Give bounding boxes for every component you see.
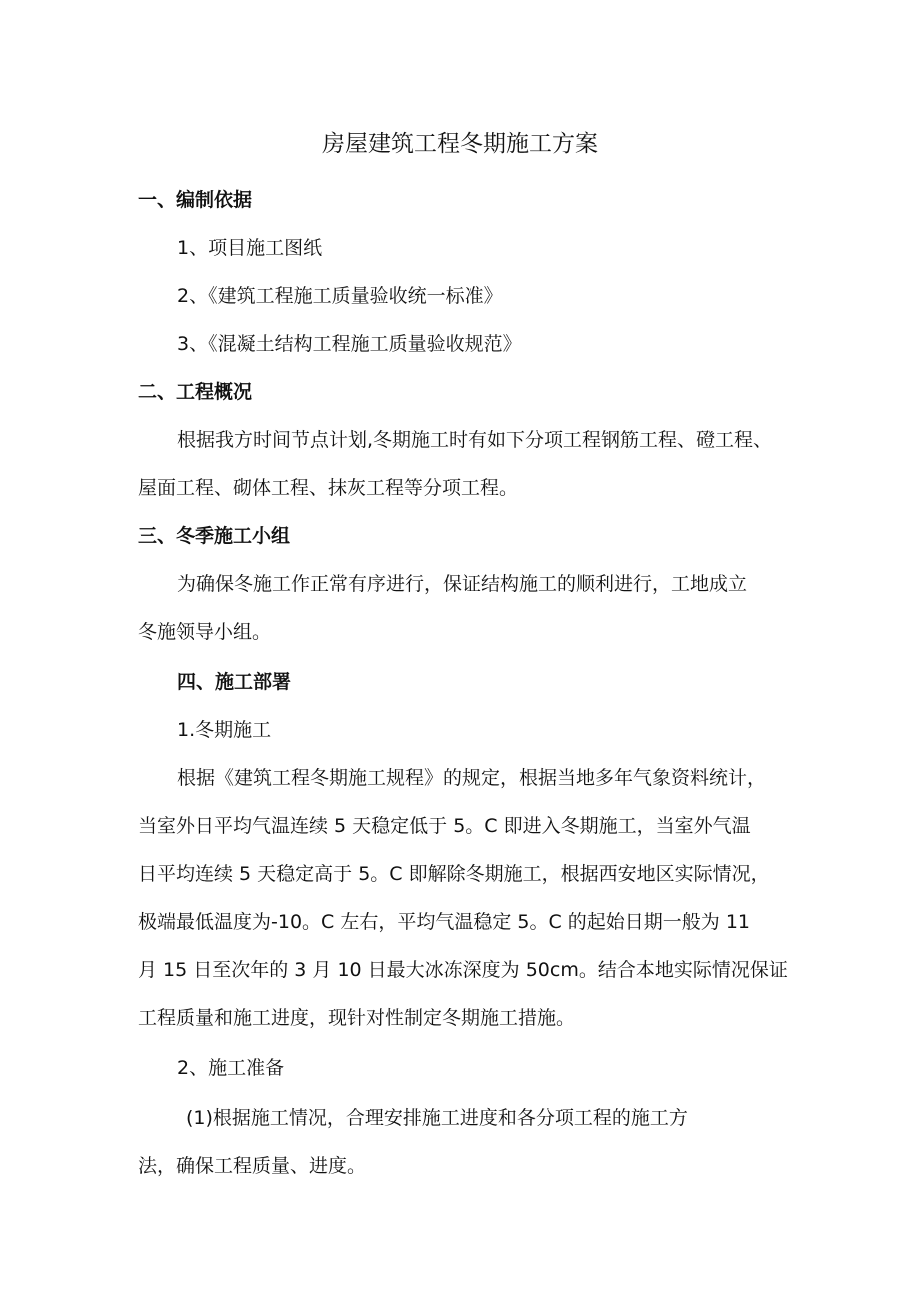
- overview-line-1: 根据我方时间节点计划,冬期施工时有如下分项工程钢筋工程、磴工程、: [177, 429, 773, 451]
- team-line-1: 为确保冬施工作正常有序进行，保证结构施工的顺利进行，工地成立: [177, 573, 748, 595]
- winter-construction-label: 1.冬期施工: [177, 719, 272, 741]
- basis-item-2: 2、《建筑工程施工质量验收统一标准》: [177, 285, 503, 307]
- basis-item-3: 3、《混凝土结构工程施工质量验收规范》: [177, 333, 522, 355]
- preparation-line-2: 法，确保工程质量、进度。: [138, 1155, 367, 1177]
- section-heading-basis: 一、编制依据: [138, 189, 253, 211]
- team-line-2: 冬施领导小组。: [138, 621, 272, 643]
- winter-line-1: 根据《建筑工程冬期施工规程》的规定，根据当地多年气象资料统计，: [177, 767, 767, 789]
- winter-line-6: 工程质量和施工进度，现针对性制定冬期施工措施。: [138, 1007, 576, 1029]
- section-heading-deployment: 四、施工部署: [177, 671, 292, 693]
- preparation-line-1: (1)根据施工情况，合理安排施工进度和各分项工程的施工方: [186, 1107, 688, 1129]
- section-heading-team: 三、冬季施工小组: [138, 525, 291, 547]
- section-heading-overview: 二、工程概况: [138, 381, 253, 403]
- winter-line-3: 日平均连续 5 天稳定高于 5。C 即解除冬期施工，根据西安地区实际情况，: [138, 863, 770, 885]
- winter-line-5: 月 15 日至次年的 3 月 10 日最大冰冻深度为 50cm。结合本地实际情况保证: [138, 959, 788, 981]
- winter-line-2: 当室外日平均气温连续 5 天稳定低于 5。C 即进入冬期施工，当室外气温: [138, 815, 751, 837]
- overview-line-2: 屋面工程、砌体工程、抹灰工程等分项工程。: [138, 477, 519, 499]
- preparation-label: 2、施工准备: [177, 1057, 285, 1079]
- basis-item-1: 1、项目施工图纸: [177, 237, 323, 259]
- document-title: 房屋建筑工程冬期施工方案: [322, 131, 598, 157]
- winter-line-4: 极端最低温度为-10。C 左右，平均气温稳定 5。C 的起始日期一般为 11: [138, 911, 750, 933]
